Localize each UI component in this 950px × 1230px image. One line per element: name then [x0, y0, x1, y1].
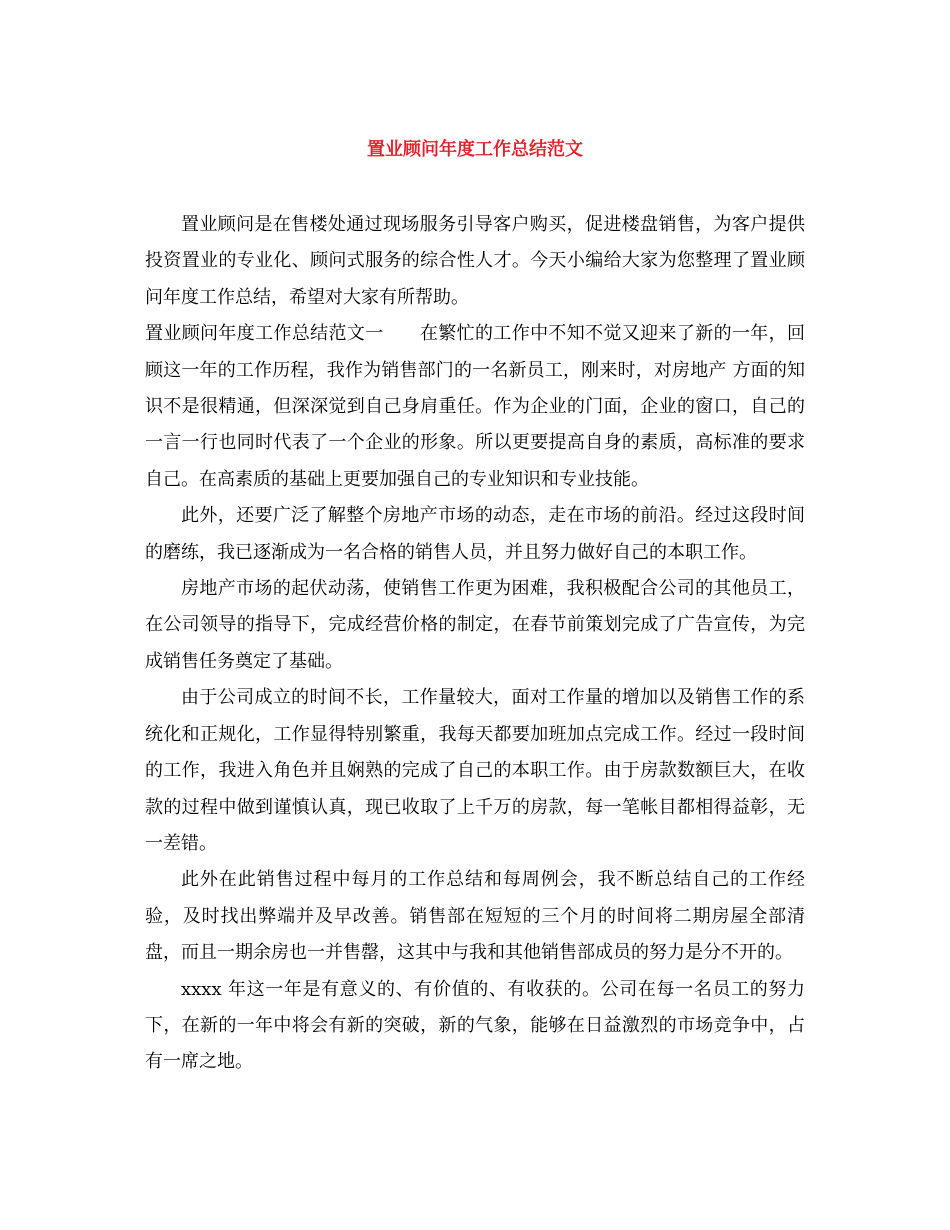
body-paragraph: 此外在此销售过程中每月的工作总结和每周例会，我不断总结自己的工作经验，及时找出弊端并及早改善。销售部在短短的三个月的时间将二期房屋全部清盘，而且一期余房也一并售罄，这其中与我和其他销售部成员的努力是分不开的。: [145, 869, 805, 964]
section-heading: 置业顾问年度工作总结范文一: [145, 323, 384, 345]
body-paragraph: 由于公司成立的时间不长，工作量较大，面对工作量的增加以及销售工作的系统化和正规化，工作显得特别繁重，我每天都要加班加点完成工作。经过一段时间的工作，我进入角色并且娴熟的完成了自己的本职工作。由于房款数额巨大，在收款的过程中做到谨慎认真，现已收取了上千万的房款，每一笔帐目都相得益彰，无一差错。: [145, 687, 805, 854]
document-title: 置业顾问年度工作总结范文: [367, 139, 583, 160]
intro-paragraph: 置业顾问是在售楼处通过现场服务引导客户购买，促进楼盘销售，为客户提供投资置业的专业化、顾问式服务的综合性人才。今天小编给大家为您整理了置业顾问年度工作总结，希望对大家有所帮助。: [145, 214, 805, 308]
section-first-paragraph-block: [145, 316, 805, 498]
section-first-paragraph: 在繁忙的工作中不知不觉又迎来了新的一年，回顾这一年的工作历程，我作为销售部门的一名新员工，刚来时，对房地产 方面的知识不是很精通，但深深觉到自己身肩重任。作为企业的门面，企业的窗口，自己的一言一行也同时代表了一个企业的形象。所以更要提高自身的素质，高标准的要求自己。在高素质的基础上更要加强自己的专业知识和专业技能。: [145, 323, 806, 490]
body-paragraph: xxxx 年这一年是有意义的、有价值的、有收获的。公司在每一名员工的努力下，在新的一年中将会有新的突破，新的气象，能够在日益激烈的市场竞争中，占有一席之地。: [145, 978, 805, 1073]
body-paragraph: 此外，还要广泛了解整个房地产市场的动态，走在市场的前沿。经过这段时间的磨练，我已逐渐成为一名合格的销售人员，并且努力做好自己的本职工作。: [145, 505, 805, 563]
body-paragraph: 房地产市场的起伏动荡，使销售工作更为困难，我积极配合公司的其他员工，在公司领导的指导下，完成经营价格的制定，在春节前策划完成了广告宣传，为完成销售任务奠定了基础。: [145, 578, 805, 672]
document-body: [145, 207, 805, 1081]
